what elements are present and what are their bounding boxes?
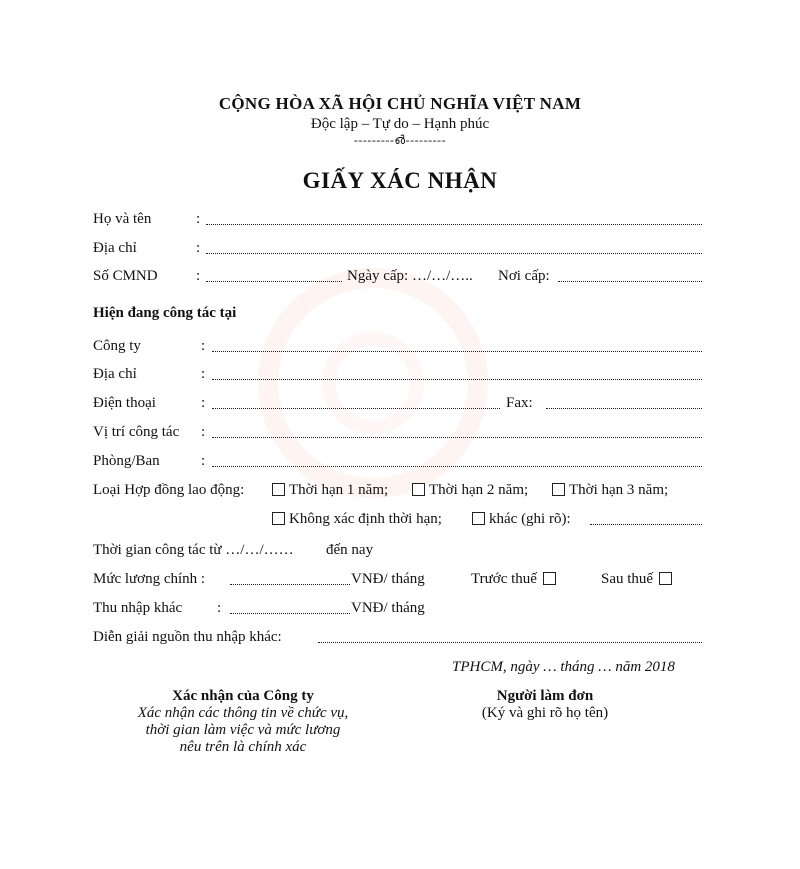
contract-row-1 [0, 482, 800, 504]
other-income-field[interactable] [230, 609, 350, 614]
id-number-field[interactable] [206, 277, 342, 282]
address-label: Địa chỉ [93, 240, 137, 256]
company-row [0, 338, 800, 360]
company-confirm-note-1: Xác nhận các thông tin về chức vụ, [137, 705, 349, 721]
company-address-label: Địa chỉ [93, 366, 137, 382]
company-confirm-title: Xác nhận của Công ty [172, 688, 314, 704]
issue-place-label: Nơi cấp: [498, 268, 550, 284]
company-address-field[interactable] [212, 375, 702, 380]
position-row [0, 424, 800, 446]
contract-option-indefinite[interactable]: Không xác định thời hạn; [272, 511, 442, 528]
applicant-title: Người làm đơn [496, 688, 594, 704]
duration-suffix: đến nay [326, 542, 374, 558]
fax-field[interactable] [546, 404, 702, 409]
other-income-unit: VNĐ/ tháng [351, 600, 425, 616]
department-row [0, 453, 800, 475]
checkbox-1yr[interactable] [272, 483, 285, 496]
id-colon: : [196, 268, 201, 284]
position-field[interactable] [212, 433, 702, 438]
name-colon: : [196, 211, 201, 227]
before-tax-option[interactable]: Trước thuế [471, 571, 560, 588]
salary-unit: VNĐ/ tháng [351, 571, 425, 587]
duration-row [0, 542, 800, 564]
position-colon: : [201, 424, 206, 440]
id-row [0, 268, 800, 290]
department-field[interactable] [212, 462, 702, 467]
checkbox-before-tax[interactable] [543, 572, 556, 585]
contract-option-other[interactable]: khác (ghi rõ): [472, 511, 571, 528]
work-section-title: Hiện đang công tác tại [93, 305, 237, 321]
checkbox-other[interactable] [472, 512, 485, 525]
salary-label: Mức lương chính : [93, 571, 206, 587]
salary-row [0, 571, 800, 593]
company-label: Công ty [93, 338, 141, 354]
name-row [0, 211, 800, 233]
national-motto: Độc lập – Tự do – Hạnh phúc [310, 116, 490, 132]
salary-field[interactable] [230, 580, 350, 585]
applicant-note: (Ký và ghi rõ họ tên) [481, 705, 609, 721]
name-label: Họ và tên [93, 211, 152, 227]
issue-place-field[interactable] [558, 277, 702, 282]
company-colon: : [201, 338, 206, 354]
checkbox-indefinite[interactable] [272, 512, 285, 525]
address-colon: : [196, 240, 201, 256]
other-income-label: Thu nhập khác [93, 600, 183, 616]
company-confirm-note-3: nêu trên là chính xác [179, 739, 307, 755]
checkbox-3yr[interactable] [552, 483, 565, 496]
contract-option-1yr[interactable]: Thời hạn 1 năm; [272, 482, 388, 499]
id-label: Số CMND [93, 268, 158, 284]
company-confirm-note-2: thời gian làm việc và mức lương [145, 722, 341, 738]
header-divider: ---------൴--------- [353, 133, 447, 147]
contract-other-field[interactable] [590, 520, 702, 525]
duration-label[interactable]: Thời gian công tác từ …/…/…… [93, 542, 294, 558]
address-row [0, 240, 800, 262]
income-source-field[interactable] [318, 638, 702, 643]
after-tax-option[interactable]: Sau thuế [601, 571, 676, 588]
company-address-row [0, 366, 800, 388]
date-line: TPHCM, ngày … tháng … năm 2018 [452, 659, 675, 675]
other-income-row [0, 600, 800, 622]
contract-row-2 [0, 511, 800, 533]
income-source-label: Diễn giải nguồn thu nhập khác: [93, 629, 282, 645]
position-label: Vị trí công tác [93, 424, 180, 440]
checkbox-2yr[interactable] [412, 483, 425, 496]
contract-option-3yr[interactable]: Thời hạn 3 năm; [552, 482, 668, 499]
contract-label: Loại Hợp đồng lao động: [93, 482, 245, 498]
income-source-row [0, 629, 800, 651]
contract-option-2yr[interactable]: Thời hạn 2 năm; [412, 482, 528, 499]
issue-date-label[interactable]: Ngày cấp: …/…/….. [347, 268, 473, 284]
fax-label: Fax: [506, 395, 533, 411]
document-title: GIẤY XÁC NHẬN [302, 168, 498, 193]
company-field[interactable] [212, 347, 702, 352]
other-income-colon: : [217, 600, 222, 616]
applicant-block [440, 688, 650, 722]
nation-header: CỘNG HÒA XÃ HỘI CHỦ NGHĨA VIỆT NAM [218, 94, 582, 113]
phone-colon: : [201, 395, 206, 411]
department-label: Phòng/Ban [93, 453, 160, 469]
address-field[interactable] [206, 249, 702, 254]
name-field[interactable] [206, 220, 702, 225]
phone-label: Điện thoại [93, 395, 156, 411]
company-confirm-block [98, 688, 388, 756]
department-colon: : [201, 453, 206, 469]
checkbox-after-tax[interactable] [659, 572, 672, 585]
company-address-colon: : [201, 366, 206, 382]
phone-field[interactable] [212, 404, 500, 409]
phone-row [0, 395, 800, 417]
